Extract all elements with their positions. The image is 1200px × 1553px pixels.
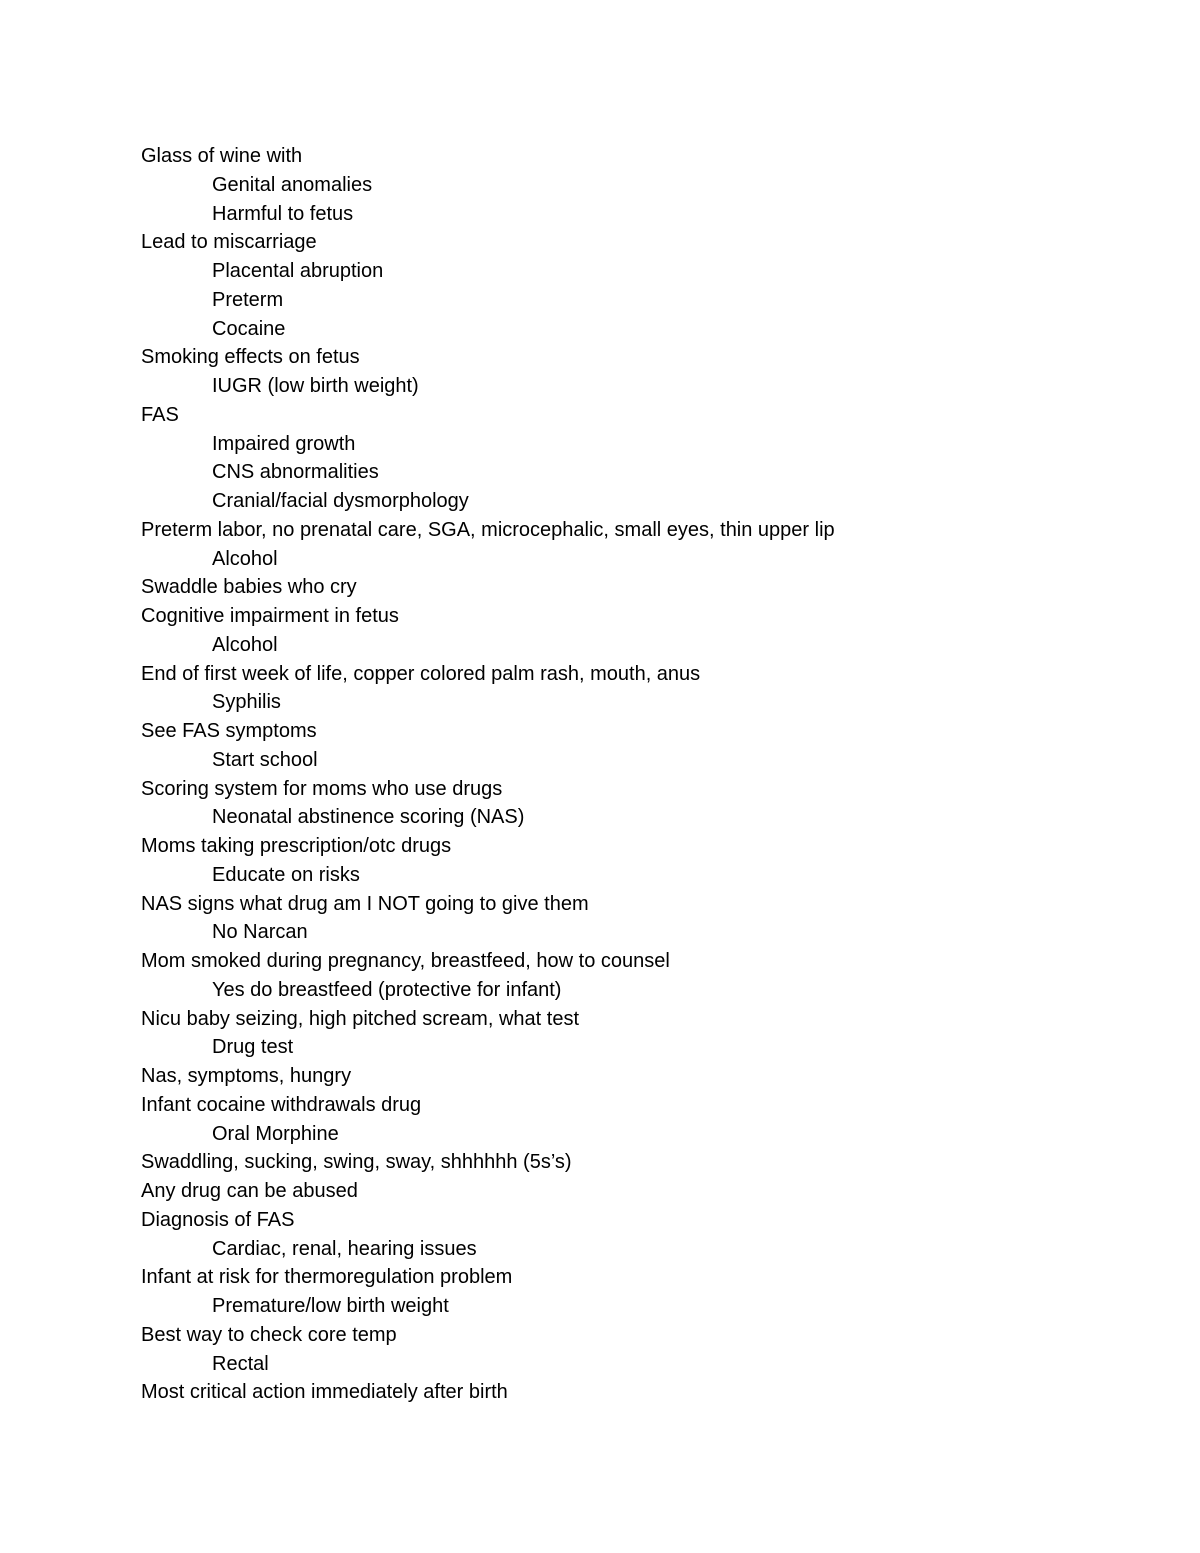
note-question-line: Glass of wine with <box>141 145 303 167</box>
note-question-line: Infant at risk for thermoregulation problem <box>141 1266 513 1289</box>
note-answer-line: Alcohol <box>212 547 278 570</box>
note-answer-line: No Narcan <box>212 921 308 944</box>
note-question-line: NAS signs what drug am I NOT going to give them <box>141 892 589 915</box>
note-answer-line: Yes do breastfeed (protective for infant) <box>212 978 562 1001</box>
note-question-line: Lead to miscarriage <box>141 231 317 254</box>
note-answer-line: Placental abruption <box>212 260 384 282</box>
note-answer-line: Harmful to fetus <box>212 202 354 225</box>
note-answer-line: Premature/low birth weight <box>212 1295 449 1317</box>
note-question-line: Moms taking prescription/otc drugs <box>141 835 452 857</box>
note-answer-line: Preterm <box>212 288 284 311</box>
note-question-line: Mom smoked during pregnancy, breastfeed, how to counsel <box>141 950 670 972</box>
note-question-line: End of first week of life, copper colored palm rash, mouth, anus <box>141 662 701 685</box>
note-answer-line: Neonatal abstinence scoring (NAS) <box>212 806 525 829</box>
note-question-line: See FAS symptoms <box>141 720 317 742</box>
note-answer-line: Drug test <box>212 1036 294 1059</box>
note-question-line: Nicu baby seizing, high pitched scream, what test <box>141 1007 579 1030</box>
note-answer-line: Cranial/facial dysmorphology <box>212 490 469 512</box>
note-answer-line: Alcohol <box>212 633 278 656</box>
note-question-line: Infant cocaine withdrawals drug <box>141 1093 422 1116</box>
note-answer-line: Cocaine <box>212 317 286 340</box>
note-answer-line: Impaired growth <box>212 432 356 455</box>
note-answer-line: Syphilis <box>212 691 281 714</box>
note-answer-line: Educate on risks <box>212 863 360 886</box>
note-answer-line: Cardiac, renal, hearing issues <box>212 1237 477 1260</box>
note-question-line: Diagnosis of FAS <box>141 1208 295 1231</box>
notes-list <box>141 142 1141 1407</box>
note-question-line: Most critical action immediately after birth <box>141 1381 508 1404</box>
note-question-line: Scoring system for moms who use drugs <box>141 777 503 800</box>
note-answer-line: Rectal <box>212 1352 269 1375</box>
note-question-line: Preterm labor, no prenatal care, SGA, microcephalic, small eyes, thin upper lip <box>141 518 835 541</box>
note-answer-line: Start school <box>212 748 318 771</box>
note-question-line: Swaddling, sucking, swing, sway, shhhhhh (5s’s) <box>141 1151 572 1174</box>
note-question-line: FAS <box>141 403 179 426</box>
note-question-line: Cognitive impairment in fetus <box>141 605 399 627</box>
note-question-line: Smoking effects on fetus <box>141 346 360 369</box>
note-answer-line: Oral Morphine <box>212 1122 339 1145</box>
note-answer-line: Genital anomalies <box>212 173 373 196</box>
note-question-line: Swaddle babies who cry <box>141 576 357 599</box>
note-answer-line: CNS abnormalities <box>212 461 379 484</box>
note-question-line: Best way to check core temp <box>141 1323 397 1346</box>
note-question-line: Nas, symptoms, hungry <box>141 1065 352 1087</box>
note-answer-line: IUGR (low birth weight) <box>212 375 419 397</box>
note-question-line: Any drug can be abused <box>141 1180 358 1202</box>
